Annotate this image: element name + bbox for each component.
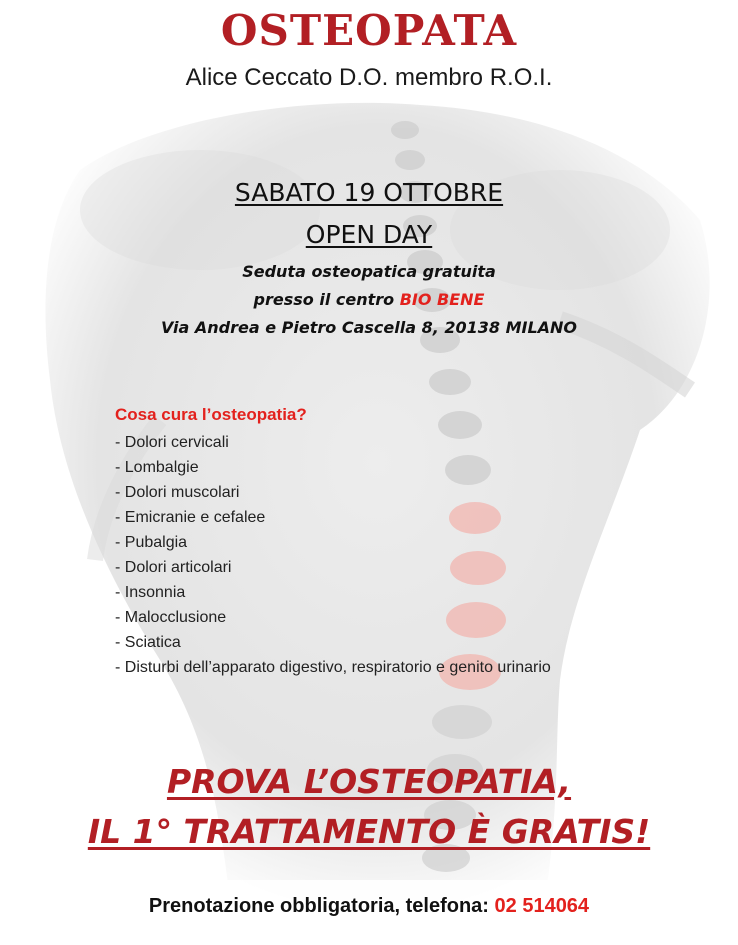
phone-number: 02 514064 <box>494 895 590 917</box>
list-item: - Pubalgia <box>115 534 188 551</box>
page-title: OSTEOPATA <box>220 6 518 55</box>
list-item: - Sciatica <box>115 634 181 651</box>
list-item: - Malocclusione <box>115 609 227 626</box>
booking-line <box>0 895 738 918</box>
list-item: - Insonnia <box>115 584 186 601</box>
event-date: SABATO 19 OTTOBRE <box>234 178 504 207</box>
list-item: - Dolori muscolari <box>115 484 240 501</box>
list-item: - Dolori articolari <box>115 559 232 576</box>
conditions-list <box>115 432 551 682</box>
event-info-session: Seduta osteopatica gratuita <box>242 262 496 281</box>
event-info-address: Via Andrea e Pietro Cascella 8, 20138 MILANO <box>160 318 578 337</box>
venue-name: BIO BENE <box>399 290 485 309</box>
promo-headline: PROVA L’OSTEOPATIA, <box>166 762 572 801</box>
event-info-venue <box>0 290 738 309</box>
list-item: - Lombalgie <box>115 459 199 476</box>
conditions-title: Cosa cura l’osteopatia? <box>115 405 307 424</box>
page-subtitle: Alice Ceccato D.O. membro R.O.I. <box>185 64 553 91</box>
list-item: - Emicranie e cefalee <box>115 509 266 526</box>
list-item: - Dolori cervicali <box>115 434 229 451</box>
list-item: - Disturbi dell’apparato digestivo, respiratorio e genito urinario <box>115 659 551 676</box>
venue-prefix: presso il centro <box>253 290 400 309</box>
event-name: OPEN DAY <box>305 220 433 249</box>
booking-label: Prenotazione obbligatoria, telefona: <box>148 895 495 917</box>
promo-offer: IL 1° TRATTAMENTO È GRATIS! <box>87 812 651 851</box>
